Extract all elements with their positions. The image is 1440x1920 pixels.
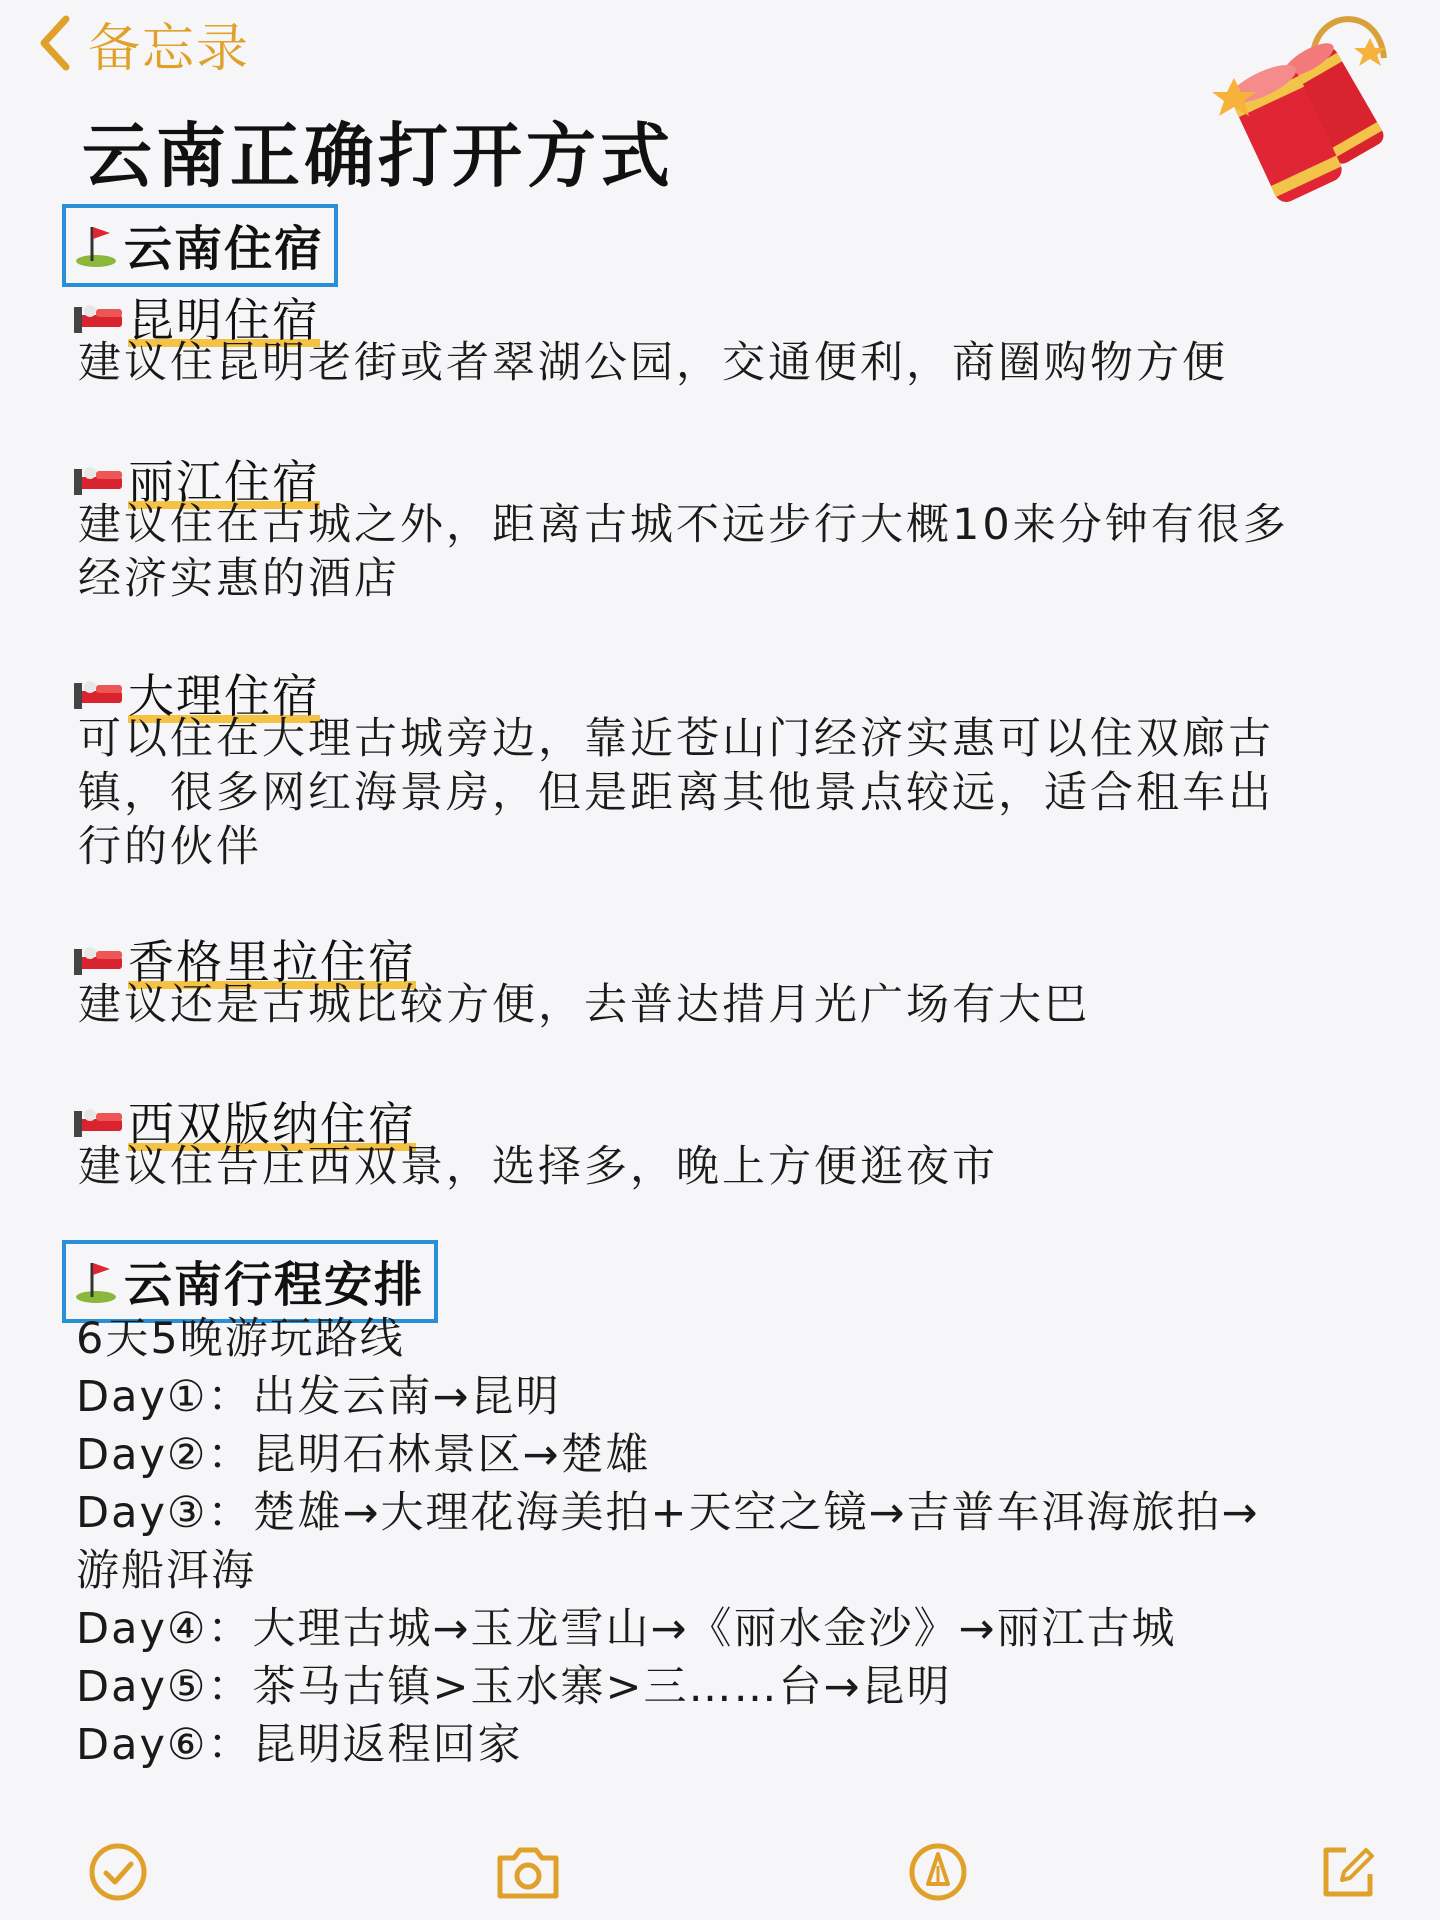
section-heading-stay	[62, 204, 338, 287]
description-line: 行的伙伴	[78, 822, 262, 872]
compose-icon	[1316, 1840, 1380, 1904]
place-description	[78, 712, 1378, 874]
place-description	[78, 1140, 1378, 1194]
place-name: 丽江住宿	[128, 446, 320, 512]
bed-icon	[72, 939, 124, 979]
golf-flag-icon	[72, 1257, 120, 1305]
compose-button[interactable]	[1312, 1836, 1384, 1908]
itinerary-line: Day③：楚雄→大理花海美拍+天空之镜→吉普车洱海旅拍→	[76, 1488, 1260, 1538]
page-title: 云南正确打开方式	[82, 115, 674, 197]
bed-icon	[72, 297, 124, 337]
section-heading-label: 云南住宿	[124, 221, 325, 277]
itinerary-line: Day①：出发云南→昆明	[76, 1372, 561, 1422]
itinerary-list	[76, 1310, 1396, 1774]
bed-icon	[72, 459, 124, 499]
bed-icon	[72, 1101, 124, 1141]
place-name: 西双版纳住宿	[128, 1088, 416, 1154]
description-line: 建议住在古城之外，距离古城不远步行大概10来分钟有很多	[78, 500, 1289, 550]
bottom-toolbar	[0, 1830, 1440, 1910]
itinerary-line: Day②：昆明石林景区→楚雄	[76, 1430, 651, 1480]
golf-flag-icon	[72, 221, 120, 269]
markup-pen-icon	[906, 1840, 970, 1904]
description-line: 镇，很多网红海景房，但是距离其他景点较远，适合租车出	[78, 768, 1274, 818]
markup-button[interactable]	[902, 1836, 974, 1908]
description-line: 建议住告庄西双景，选择多，晚上方便逛夜市	[78, 1142, 998, 1192]
place-name: 昆明住宿	[128, 284, 320, 350]
section-heading-label: 云南行程安排	[124, 1257, 425, 1313]
camera-button[interactable]	[492, 1836, 564, 1908]
place-description	[78, 336, 1378, 390]
nav-back-label: 备忘录	[88, 18, 251, 79]
description-line: 建议住昆明老街或者翠湖公园，交通便利，商圈购物方便	[78, 338, 1228, 388]
description-line: 经济实惠的酒店	[78, 554, 400, 604]
place-name: 香格里拉住宿	[128, 926, 416, 992]
itinerary-line: Day④：大理古城→玉龙雪山→《丽水金沙》→丽江古城	[76, 1604, 1177, 1654]
itinerary-line: Day⑤：茶马古镇>玉水寨>三……台→昆明	[76, 1662, 952, 1712]
bed-icon	[72, 673, 124, 713]
nav-back-button[interactable]	[36, 8, 250, 78]
itinerary-line: 游船洱海	[76, 1546, 256, 1596]
description-line: 建议还是古城比较方便，去普达措月光广场有大巴	[78, 980, 1090, 1030]
description-line: 可以住在大理古城旁边，靠近苍山门经济实惠可以住双廊古	[78, 714, 1274, 764]
checklist-icon	[86, 1840, 150, 1904]
place-description	[78, 498, 1378, 606]
checklist-button[interactable]	[82, 1836, 154, 1908]
chevron-left-icon	[36, 13, 76, 73]
place-description	[78, 978, 1378, 1032]
camera-icon	[492, 1840, 564, 1904]
place-name: 大理住宿	[128, 660, 320, 726]
firecracker-icon	[1194, 8, 1404, 218]
itinerary-line: 6天5晚游玩路线	[76, 1314, 405, 1364]
itinerary-line: Day⑥：昆明返程回家	[76, 1720, 523, 1770]
